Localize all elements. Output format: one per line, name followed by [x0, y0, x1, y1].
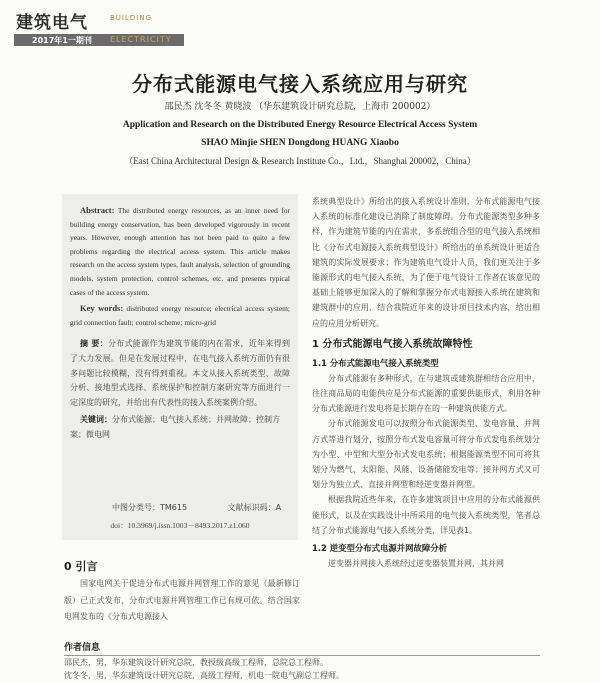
paragraph: 分布式能源有多种形式，在与建筑或建筑群相结合应用中，往往商品局的电能供应是分布式能源的重要供能形式，利用各种分布式能源进行发电将是长期存在的一种建筑供能方式。: [312, 373, 540, 414]
intro-text: 国家电网关于促进分布式电源并网管理工作的意见（最新修订版）已正式发布，分布式电源并网管理工作已有规可依。结合国家电网发布的《分布式电源接入: [64, 579, 300, 621]
paper-title-cn: 分布式能源电气接入系统应用与研究: [132, 72, 468, 96]
paragraph: 分布式能源发电可以按照分布式能源类型、发电容量、并网方式等进行划分，按照分布式发电容量可将分布式发电系统划分为小型、中型和大型分布式发电系统；根据能源类型不同可将其划分为燃气、太阳能、风能、设备储能发电等；接并网方式又可划分为独立式、直接并网型和经逆变器并网型。: [312, 419, 540, 490]
abstract-box: [62, 194, 298, 540]
journal-name-en: ELECTRICITY: [110, 35, 172, 44]
author-info-heading: 作者信息: [64, 640, 540, 656]
abstract-en: [70, 204, 290, 299]
class-number: 中图分类号：TM615: [112, 503, 188, 512]
keywords-text: distributed energy resource; electrical access system; grid connection fault; control scheme; micro-grid: [70, 304, 290, 327]
author-info-line: 邵民杰，男，华东建筑设计研究总院，教授级高级工程师，总院总工程师。: [64, 658, 328, 667]
subsection-heading: 1.1 分布式能源电气接入系统类型: [312, 357, 439, 368]
keywords-cn-text: 分布式能源；电气接入系统；并网故障；控制方案；微电网: [70, 415, 280, 439]
document-code: 文献标识码：A: [227, 503, 282, 512]
author-info-line: 沈冬冬，男，华东建筑设计研究总院，高级工程师，机电一院电气副总工程师。: [64, 671, 344, 680]
abstract-cn: [70, 337, 290, 410]
journal-logo: 建筑电气: [16, 13, 88, 33]
journal-logo-en: BUILDING: [110, 14, 153, 22]
affiliation-en: （East China Architectural Design & Research Institute Co.，Ltd.，Shanghai 200002，China）: [124, 156, 476, 166]
abstract-label: Abstract:: [80, 205, 115, 215]
keywords-en: [70, 302, 290, 329]
paragraph: 系统典型设计》所给出的接入系统设计准则，分布式能源电气接入系统的标准化建设已消除了制度障碍。分布式能源类型多种多样，作为建筑节能的内在需求，多系统组合型的电气接入系统相比《分布式电源接入系统典型设计》所给出的单系统设计更适合建筑的实际发展要求；作为建筑电气设计人员，我们更关注于多能源形式的电气接入系统，为了便于电气设计工作者在该意见的基础上能够更加深入的了解和掌握分布式电源接入系统在建筑和建筑群中的应用，结合我院近年来的设计项目技术内容，给出相应的应用分析研究。: [312, 197, 540, 328]
right-column: [312, 194, 540, 571]
abstract-cn-text: 分布式能源作为建筑节能的内在需求，近年来得到了大力发展。但是在发展过程中，在电气接入系统方面仍有很多问题比较模糊，没有得到重视。本文从接入系统类型、故障分析、接地型式选择、系统保护和控制方案研究等方面进行一定深度的研究，并给出有代表性的接入系统案例介绍。: [70, 339, 290, 407]
subsection-heading: 1.2 逆变型分布式电源并网故障分析: [312, 543, 448, 554]
keywords-cn-label: 关键词：: [80, 415, 112, 425]
keywords-label: Key words:: [80, 303, 124, 314]
journal-header: [14, 6, 314, 46]
author-info: [64, 640, 540, 682]
abstract-cn-label: 摘 要：: [80, 339, 108, 349]
abstract-text: The distributed energy resources, as an inner need for building energy conservation, has been developed vigorously in recent years. However, enough attention has not been paid to quite a few problems regarding the electrical access system. This article makes research on the access system types, fault analysis, selection of grounding models, system protection, control schemes, etc. and presents typical cases of the access system.: [70, 206, 290, 297]
paragraph: 逆变器并网接入系统经过逆变器装置并网，其并网: [328, 559, 504, 569]
paper-title-en: Application and Research on the Distributed Energy Resource Electrical Access System: [122, 120, 478, 130]
section-heading: 1 分布式能源电气接入系统故障特性: [312, 338, 473, 350]
issue-label: 2017年1一期刊: [32, 36, 92, 45]
paragraph: 根据我院近些年来，在许多建筑项目中应用的分布式能源供能形式，以及在实践设计中所采用的电气接入系统类型，笔者总结了分布式能源电气接入系统分类，详见表1。: [312, 495, 540, 535]
classification-line: [70, 502, 290, 513]
authors-cn: 邵民杰 沈冬冬 黄晓波 （华东建筑设计研究总院，上海市 200002）: [164, 102, 436, 112]
doi: doi：10.3969/j.issn.1003－8493.2017.z1.060: [110, 521, 250, 530]
intro-heading: 0 引言: [64, 560, 98, 573]
authors-en: SHAO Minjie SHEN Dongdong HUANG Xiaobo: [201, 138, 399, 148]
keywords-cn: [70, 413, 290, 442]
